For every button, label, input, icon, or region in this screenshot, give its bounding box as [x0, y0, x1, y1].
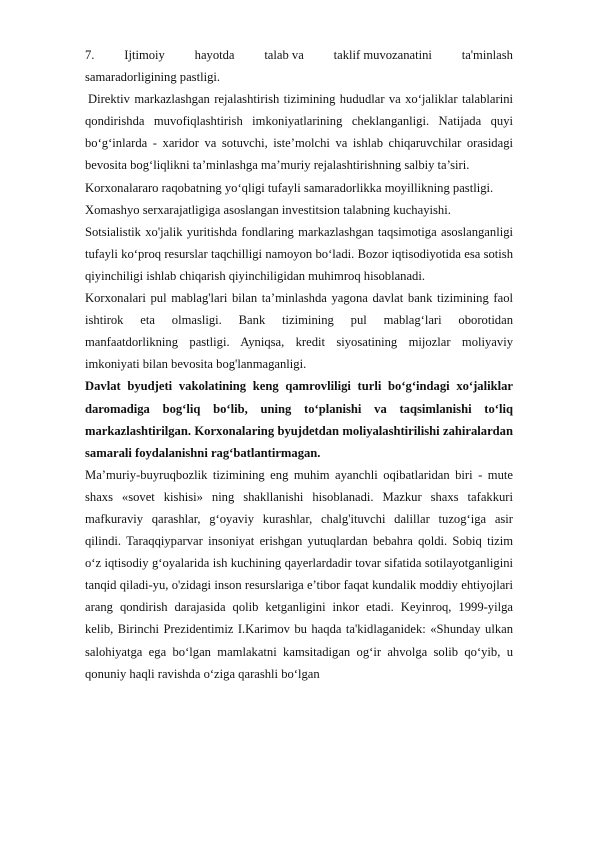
paragraph-bank-system: Korxonalari pul mablag'lari bilan ta’minlashda yagona davlat bank tizimining faol ishtirok eta olmasligi. Bank tizimining pul mablag‘lari oborotidan manfaatdorlikning pastligi. Ayniqsa, kredit siyosatining mijozlar moliyaviy imkoniyati bilan bevosita bog'lanmaganligi.	[85, 291, 513, 372]
paragraph-administrative-system: Ma’muriy-buyruqbozlik tizimining eng muhim ayanchli oqibatlaridan biri - mute shaxs «sovet kishisi» ning shakllanishi hisoblanadi. Mazkur shaxs tafakkuri mafkuraviy qarashlar, g‘oyaviy kurashlar, chalg'ituvchi dalillar tuzog‘iga asir qilindi. Taraqqiyparvar insoniyat erishgan yutuqlardan bebahra qoldi. Sobiq tizim o‘z iqtisodiy g‘oyalarida ish kuchining qayerlardadir tovar sifatida sotilayotganligini tanqid qiladi-yu, o'zidagi inson resurslariga e’tibor faqat kundalik moddiy ehtiyojlari arang qondirish darajasida qolib ketganligini inkor etadi. Keyinroq, 1999-yilga kelib, Birinchi Prezidentimiz I.Karimov bu haqda ta'kidlaganidek: «Shunday ulkan salohiyatga ega bo‘lgan mamlakatni kamsitadigan og‘ir ahvolga solib qo‘yib, u qonuniy haqli ravishda o‘ziga qarashli bo‘lgan	[85, 467, 513, 681]
heading-number: 7.	[85, 48, 95, 62]
paragraph-state-budget: Davlat byudjeti vakolatining keng qamrovliligi turli bo‘g‘indagi xo‘jaliklar daromadiga bog‘liq bo‘lib, uning to‘planishi va taqsimlanishi to‘liq markazlashtirilgan. Korxonalaring byujdetdan moliyalashtirilishi zahiralardan samarali foydalanishni rag‘batlantirmagan.	[85, 379, 513, 460]
section-heading	[85, 44, 513, 66]
document-page	[85, 44, 513, 685]
paragraph-resource-deficit: Sotsialistik xo'jalik yuritishda fondlaring markazlashgan taqsimotiga asoslanganligi tufayli ko‘proq resurslar taqchilligi namoyon bo‘ladi. Bozor iqtisodiyotida esa sotish qiyinchiligi ishlab chiqarish qiyinchiligidan muhimroq hisoblanadi.	[85, 224, 513, 283]
heading-word: talab va	[264, 48, 304, 62]
heading-word: Ijtimoiy	[124, 48, 165, 62]
paragraph-competition: Korxonalararo raqobatning yo‘qligi tufayli samaradorlikka moyillikning pastligi.	[85, 180, 494, 195]
section-heading-continuation: samaradorligining pastligi.	[85, 70, 221, 85]
paragraph-investment-demand: Xomashyo serxarajatligiga asoslangan investitsion talabning kuchayishi.	[85, 202, 451, 217]
paragraph-directive-planning: Direktiv markazlashgan rejalashtirish tizimining hududlar va xo‘jaliklar talablarini qondirishda muvofiqlashtirish imkoniyatlarining cheklanganligi. Natijada quyi bo‘g‘inlarda - xaridor va sotuvchi, iste’molchi va ishlab chiqaruvchilar orasidagi bevosita bog‘liqlikni ta’minlashga ma’muriy rejalashtirishning salbiy ta’siri.	[85, 92, 513, 173]
heading-word: taklif muvozanatini	[333, 48, 432, 62]
heading-word: ta'minlash	[461, 48, 513, 62]
heading-word: hayotda	[194, 48, 235, 62]
